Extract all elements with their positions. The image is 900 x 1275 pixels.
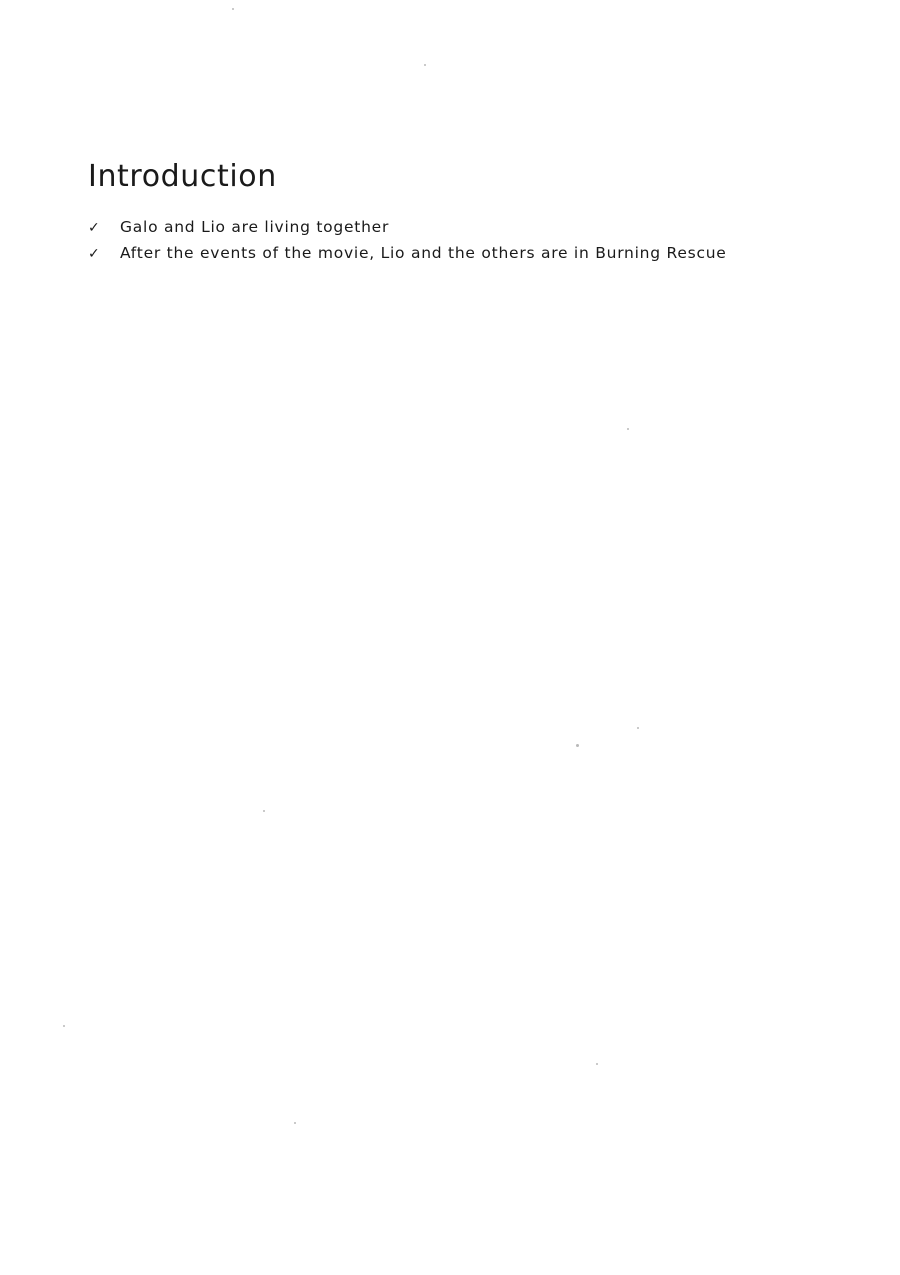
scan-speck <box>576 744 579 747</box>
scan-speck <box>596 1063 598 1065</box>
list-item-label: Galo and Lio are living together <box>120 218 390 236</box>
scan-speck <box>263 810 265 812</box>
list-item-label: After the events of the movie, Lio and the others are in Burning Rescue <box>120 243 727 262</box>
bullet-list <box>88 215 818 266</box>
scan-speck <box>294 1122 296 1124</box>
checkmark-icon: ✓ <box>88 245 100 262</box>
list-item <box>88 241 818 267</box>
checkmark-icon: ✓ <box>88 220 100 236</box>
document-content <box>88 160 818 266</box>
scan-speck <box>637 727 639 729</box>
scan-speck <box>424 64 426 66</box>
list-item <box>88 215 818 241</box>
scan-speck <box>63 1025 65 1027</box>
scan-speck <box>627 428 629 430</box>
scan-speck <box>232 8 234 10</box>
page-title: Introduction <box>88 159 277 194</box>
